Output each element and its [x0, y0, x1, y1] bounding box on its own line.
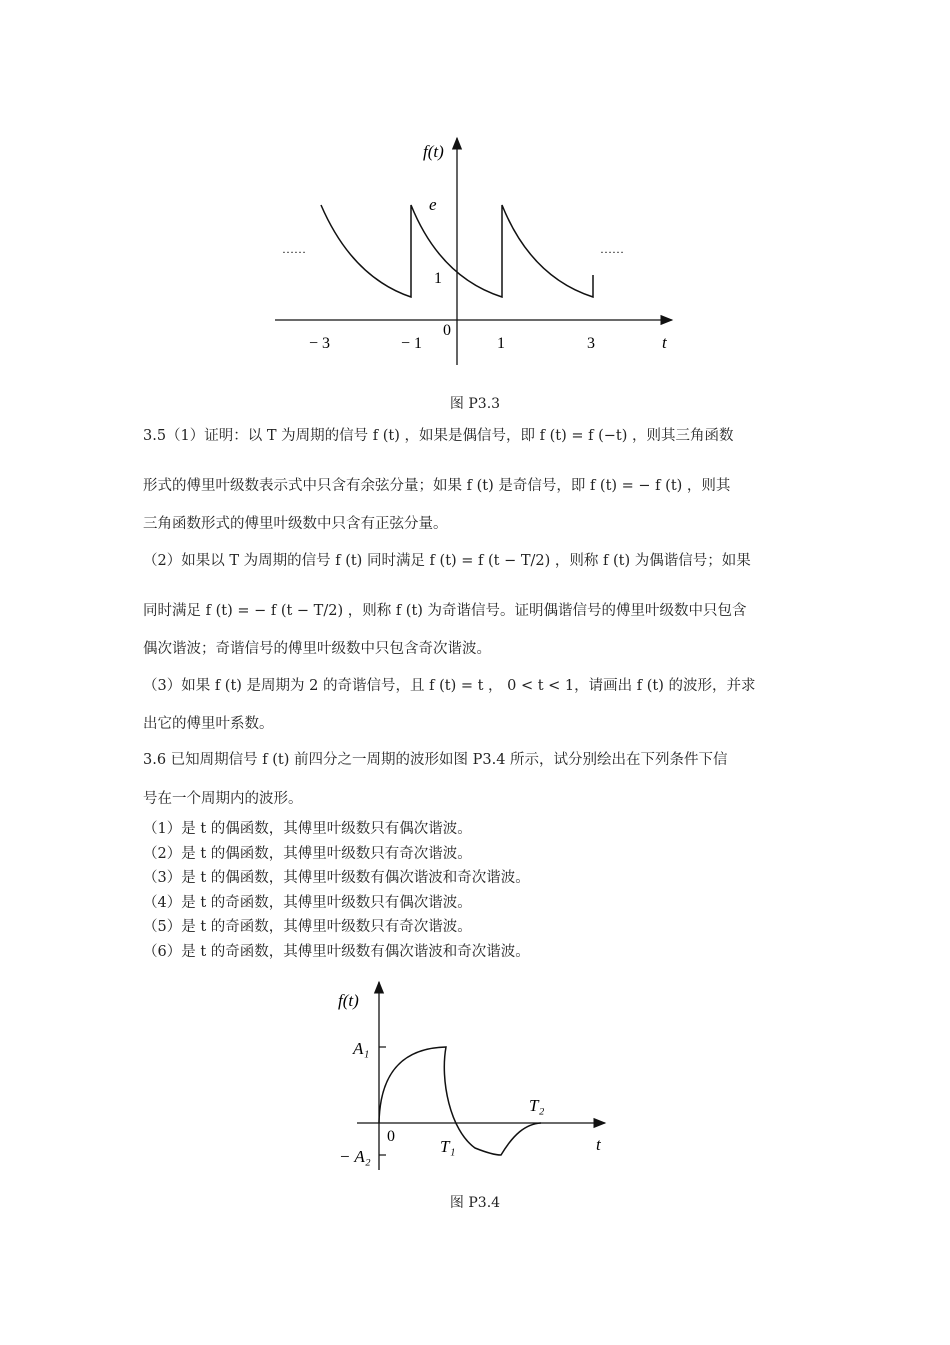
p35-line5: 同时满足 f (t) = − f (t − T/2) ，则称 f (t) 为奇谐信号。证明偶谐信号的傅里叶级数中只包含 — [143, 603, 747, 619]
t-axis-label: t — [596, 1135, 601, 1154]
caption-p3-4: 图 P3.4 — [449, 1195, 501, 1211]
p35-line3: 三角函数形式的傅里叶级数中只含有正弦分量。 — [143, 516, 448, 532]
p36-item-4: （4）是 t 的奇函数，其傅里叶级数只有偶次谐波。 — [143, 895, 472, 911]
p35-line8: 出它的傅里叶系数。 — [143, 716, 274, 732]
dots-left: …… — [282, 242, 306, 256]
p35-line1: 3.5（1）证明：以 T 为周期的信号 f (t) ，如果是偶信号，即 f (t) = f (−t) ，则其三角函数 — [143, 428, 734, 444]
p36-line2: 号在一个周期内的波形。 — [143, 791, 303, 807]
p36-item-6: （6）是 t 的奇函数，其傅里叶级数有偶次谐波和奇次谐波。 — [143, 944, 530, 960]
waveform-p3-4 — [379, 1047, 541, 1155]
t-axis-label: t — [662, 333, 667, 352]
p36-item-1: （1）是 t 的偶函数，其傅里叶级数只有偶次谐波。 — [143, 821, 472, 837]
p35-line7: （3）如果 f (t) 是周期为 2 的奇谐信号，且 f (t) = t ， 0 < t < 1，请画出 f (t) 的波形，并求 — [143, 678, 756, 694]
e-label: e — [429, 195, 437, 214]
x-tick-neg3: − 3 — [309, 335, 331, 352]
x-tick-3: 3 — [587, 335, 595, 352]
x-tick-1: 1 — [497, 335, 505, 352]
p36-item-3: （3）是 t 的偶函数，其傅里叶级数有偶次谐波和奇次谐波。 — [143, 870, 530, 886]
one-label: 1 — [434, 270, 442, 287]
x-tick-neg1: − 1 — [401, 335, 423, 352]
figure-p3-4 — [0, 960, 950, 1180]
t2-label: T₂ — [529, 1096, 545, 1115]
t1-label: T₁ — [440, 1137, 456, 1156]
origin-label: 0 — [443, 322, 451, 339]
caption-p3-3: 图 P3.3 — [449, 396, 501, 412]
y-axis-label: f(t) — [338, 991, 359, 1010]
p36-item-2: （2）是 t 的偶函数，其傅里叶级数只有奇次谐波。 — [143, 846, 472, 862]
dots-right: …… — [600, 242, 624, 256]
figure-p3-3 — [0, 0, 950, 380]
origin-label: 0 — [387, 1128, 395, 1145]
p36-line1: 3.6 已知周期信号 f (t) 前四分之一周期的波形如图 P3.4 所示，试分别绘出在下列条件下信 — [143, 752, 728, 768]
y-axis-label: f(t) — [423, 142, 444, 161]
a2-label: − A₂ — [339, 1147, 371, 1166]
p35-line2: 形式的傅里叶级数表示式中只含有余弦分量；如果 f (t) 是奇信号，即 f (t) = − f (t) ，则其 — [143, 478, 731, 494]
p35-line6: 偶次谐波；奇谐信号的傅里叶级数中只包含奇次谐波。 — [143, 641, 491, 657]
a1-label: A₁ — [353, 1039, 370, 1058]
p36-item-5: （5）是 t 的奇函数，其傅里叶级数只有奇次谐波。 — [143, 919, 472, 935]
p35-line4: （2）如果以 T 为周期的信号 f (t) 同时满足 f (t) = f (t − T/2) ，则称 f (t) 为偶谐信号；如果 — [143, 553, 751, 569]
